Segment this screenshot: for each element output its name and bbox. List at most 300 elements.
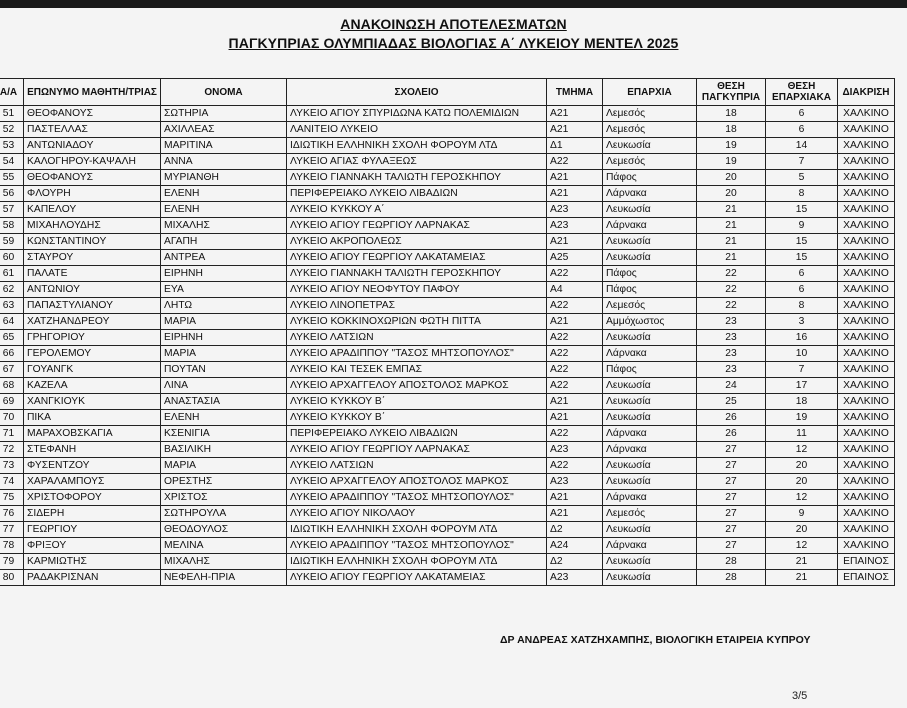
cell-surname: ΧΑΡΑΛΑΜΠΟΥΣ — [24, 474, 161, 490]
cell-award: ΧΑΛΚΙΝΟ — [838, 522, 895, 538]
cell-aa: 79 — [0, 554, 24, 570]
cell-aa: 68 — [0, 378, 24, 394]
cell-district-rank: 6 — [766, 282, 838, 298]
cell-award: ΧΑΛΚΙΝΟ — [838, 314, 895, 330]
cell-school: ΛΥΚΕΙΟ ΑΓΙΟΥ ΝΕΟΦΥΤΟΥ ΠΑΦΟΥ — [287, 282, 547, 298]
cell-national-rank: 20 — [697, 170, 766, 186]
cell-award: ΧΑΛΚΙΝΟ — [838, 106, 895, 122]
cell-surname: ΚΑΛΟΓΗΡΟΥ-ΚΑΨΑΛΗ — [24, 154, 161, 170]
signature-line: ΔΡ ΑΝΔΡΕΑΣ ΧΑΤΖΗΧΑΜΠΗΣ, ΒΙΟΛΟΓΙΚΗ ΕΤΑΙΡΕΙΑ ΚΥΠΡΟΥ — [500, 634, 811, 646]
cell-name: ΜΑΡΙΑ — [161, 458, 287, 474]
cell-award: ΧΑΛΚΙΝΟ — [838, 138, 895, 154]
table-row — [0, 410, 895, 426]
table-row — [0, 282, 895, 298]
results-table — [0, 78, 895, 586]
cell-award: ΧΑΛΚΙΝΟ — [838, 474, 895, 490]
col-header-aa: Α/Α — [0, 79, 24, 106]
cell-district-rank: 12 — [766, 490, 838, 506]
table-row — [0, 266, 895, 282]
cell-class: Α23 — [547, 570, 603, 586]
cell-surname: ΓΡΗΓΟΡΙΟΥ — [24, 330, 161, 346]
cell-school: ΛΥΚΕΙΟ ΑΓΙΟΥ ΣΠΥΡΙΔΩΝΑ ΚΑΤΩ ΠΟΛΕΜΙΔΙΩΝ — [287, 106, 547, 122]
cell-surname: ΣΤΕΦΑΝΗ — [24, 442, 161, 458]
cell-school: ΛΥΚΕΙΟ ΑΚΡΟΠΟΛΕΩΣ — [287, 234, 547, 250]
cell-class: Α22 — [547, 330, 603, 346]
cell-school: ΛΥΚΕΙΟ ΛΑΤΣΙΩΝ — [287, 458, 547, 474]
cell-district: Λευκωσία — [603, 330, 697, 346]
cell-school: ΛΥΚΕΙΟ ΛΑΤΣΙΩΝ — [287, 330, 547, 346]
cell-national-rank: 22 — [697, 298, 766, 314]
cell-class: Δ1 — [547, 138, 603, 154]
cell-district: Λεμεσός — [603, 298, 697, 314]
cell-award: ΧΑΛΚΙΝΟ — [838, 234, 895, 250]
table-row — [0, 202, 895, 218]
cell-name: ΑΝΑΣΤΑΣΙΑ — [161, 394, 287, 410]
cell-school: ΛΥΚΕΙΟ ΚΑΙ ΤΕΣΕΚ ΕΜΠΑΣ — [287, 362, 547, 378]
cell-district-rank: 7 — [766, 154, 838, 170]
cell-national-rank: 21 — [697, 202, 766, 218]
col-header-class: ΤΜΗΜΑ — [547, 79, 603, 106]
cell-name: ΣΩΤΗΡΟΥΛΑ — [161, 506, 287, 522]
cell-aa: 78 — [0, 538, 24, 554]
cell-national-rank: 19 — [697, 138, 766, 154]
cell-award: ΧΑΛΚΙΝΟ — [838, 442, 895, 458]
cell-district: Λευκωσία — [603, 554, 697, 570]
cell-district: Λευκωσία — [603, 234, 697, 250]
cell-surname: ΜΙΧΑΗΛΟΥΔΗΣ — [24, 218, 161, 234]
cell-surname: ΡΑΔΑΚΡΙΣΝΑΝ — [24, 570, 161, 586]
cell-aa: 74 — [0, 474, 24, 490]
cell-national-rank: 27 — [697, 506, 766, 522]
cell-national-rank: 20 — [697, 186, 766, 202]
cell-district-rank: 20 — [766, 522, 838, 538]
cell-class: Α21 — [547, 234, 603, 250]
cell-national-rank: 21 — [697, 218, 766, 234]
cell-class: Α22 — [547, 298, 603, 314]
cell-district-rank: 6 — [766, 122, 838, 138]
top-border — [0, 0, 907, 8]
cell-class: Α21 — [547, 170, 603, 186]
cell-national-rank: 27 — [697, 458, 766, 474]
cell-award: ΕΠΑΙΝΟΣ — [838, 570, 895, 586]
cell-aa: 64 — [0, 314, 24, 330]
table-row — [0, 346, 895, 362]
cell-school: ΛΑΝΙΤΕΙΟ ΛΥΚΕΙΟ — [287, 122, 547, 138]
table-row — [0, 394, 895, 410]
cell-district: Λευκωσία — [603, 394, 697, 410]
cell-national-rank: 23 — [697, 314, 766, 330]
cell-award: ΧΑΛΚΙΝΟ — [838, 186, 895, 202]
cell-national-rank: 21 — [697, 250, 766, 266]
cell-aa: 52 — [0, 122, 24, 138]
cell-district: Λάρνακα — [603, 442, 697, 458]
cell-district-rank: 6 — [766, 266, 838, 282]
table-row — [0, 122, 895, 138]
cell-award: ΧΑΛΚΙΝΟ — [838, 378, 895, 394]
cell-class: Α21 — [547, 314, 603, 330]
col-header-surname: ΕΠΩΝΥΜΟ ΜΑΘΗΤΗ/ΤΡΙΑΣ — [24, 79, 161, 106]
table-row — [0, 314, 895, 330]
cell-aa: 63 — [0, 298, 24, 314]
cell-aa: 72 — [0, 442, 24, 458]
cell-name: ΜΙΧΑΛΗΣ — [161, 554, 287, 570]
cell-name: ΛΙΝΑ — [161, 378, 287, 394]
table-row — [0, 250, 895, 266]
table-row — [0, 154, 895, 170]
cell-class: Α21 — [547, 506, 603, 522]
cell-district-rank: 9 — [766, 506, 838, 522]
table-row — [0, 522, 895, 538]
cell-name: ΜΑΡΙΑ — [161, 346, 287, 362]
table-row — [0, 298, 895, 314]
col-header-name: ΟΝΟΜΑ — [161, 79, 287, 106]
cell-class: Α22 — [547, 458, 603, 474]
cell-school: ΛΥΚΕΙΟ ΑΓΙΟΥ ΓΕΩΡΓΙΟΥ ΛΑΚΑΤΑΜΕΙΑΣ — [287, 250, 547, 266]
cell-district-rank: 15 — [766, 250, 838, 266]
cell-surname: ΠΙΚΑ — [24, 410, 161, 426]
cell-aa: 55 — [0, 170, 24, 186]
cell-class: Α4 — [547, 282, 603, 298]
cell-aa: 58 — [0, 218, 24, 234]
document-subtitle: ΠΑΓΚΥΠΡΙΑΣ ΟΛΥΜΠΙΑΔΑΣ ΒΙΟΛΟΓΙΑΣ Α΄ ΛΥΚΕΙΟΥ ΜΕΝΤΕΛ 2025 — [228, 35, 679, 51]
cell-name: ΜΕΛΙΝΑ — [161, 538, 287, 554]
cell-district-rank: 12 — [766, 442, 838, 458]
cell-class: Α22 — [547, 266, 603, 282]
cell-district-rank: 15 — [766, 202, 838, 218]
cell-name: ΧΡΙΣΤΟΣ — [161, 490, 287, 506]
table-row — [0, 538, 895, 554]
page-number: 3/5 — [792, 690, 808, 702]
table-row — [0, 442, 895, 458]
cell-national-rank: 18 — [697, 122, 766, 138]
cell-school: ΛΥΚΕΙΟ ΚΥΚΚΟΥ Β΄ — [287, 410, 547, 426]
cell-name: ΚΣΕΝΙΓΙΑ — [161, 426, 287, 442]
cell-district-rank: 8 — [766, 298, 838, 314]
table-row — [0, 170, 895, 186]
cell-aa: 60 — [0, 250, 24, 266]
cell-name: ΠΟΥΤΑΝ — [161, 362, 287, 378]
cell-district-rank: 10 — [766, 346, 838, 362]
cell-district: Αμμόχωστος — [603, 314, 697, 330]
cell-national-rank: 27 — [697, 442, 766, 458]
table-row — [0, 218, 895, 234]
cell-aa: 53 — [0, 138, 24, 154]
cell-award: ΧΑΛΚΙΝΟ — [838, 506, 895, 522]
cell-aa: 61 — [0, 266, 24, 282]
cell-surname: ΑΝΤΩΝΙΟΥ — [24, 282, 161, 298]
cell-school: ΛΥΚΕΙΟ ΚΥΚΚΟΥ Α΄ — [287, 202, 547, 218]
cell-surname: ΓΕΩΡΓΙΟΥ — [24, 522, 161, 538]
cell-surname: ΣΤΑΥΡΟΥ — [24, 250, 161, 266]
cell-school: ΛΥΚΕΙΟ ΓΙΑΝΝΑΚΗ ΤΑΛΙΩΤΗ ΓΕΡΟΣΚΗΠΟΥ — [287, 170, 547, 186]
cell-district: Λεμεσός — [603, 506, 697, 522]
cell-name: ΕΛΕΝΗ — [161, 202, 287, 218]
cell-school: ΛΥΚΕΙΟ ΑΡΧΑΓΓΕΛΟΥ ΑΠΟΣΤΟΛΟΣ ΜΑΡΚΟΣ — [287, 378, 547, 394]
cell-school: ΛΥΚΕΙΟ ΑΓΙΟΥ ΓΕΩΡΓΙΟΥ ΛΑΚΑΤΑΜΕΙΑΣ — [287, 570, 547, 586]
cell-district: Λευκωσία — [603, 458, 697, 474]
cell-district: Πάφος — [603, 266, 697, 282]
cell-class: Α21 — [547, 394, 603, 410]
cell-district-rank: 20 — [766, 474, 838, 490]
cell-aa: 71 — [0, 426, 24, 442]
cell-surname: ΚΑΖΕΛΑ — [24, 378, 161, 394]
cell-award: ΧΑΛΚΙΝΟ — [838, 170, 895, 186]
cell-district: Λευκωσία — [603, 202, 697, 218]
cell-award: ΧΑΛΚΙΝΟ — [838, 250, 895, 266]
cell-district-rank: 7 — [766, 362, 838, 378]
cell-district-rank: 17 — [766, 378, 838, 394]
cell-name: ΑΓΑΠΗ — [161, 234, 287, 250]
cell-aa: 67 — [0, 362, 24, 378]
table-row — [0, 570, 895, 586]
cell-name: ΕΙΡΗΝΗ — [161, 330, 287, 346]
cell-name: ΕΥΑ — [161, 282, 287, 298]
table-row — [0, 490, 895, 506]
cell-school: ΙΔΙΩΤΙΚΗ ΕΛΛΗΝΙΚΗ ΣΧΟΛΗ ΦΟΡΟΥΜ ΛΤΔ — [287, 138, 547, 154]
cell-district: Λευκωσία — [603, 138, 697, 154]
cell-class: Α22 — [547, 362, 603, 378]
cell-aa: 59 — [0, 234, 24, 250]
cell-name: ΑΝΤΡΕΑ — [161, 250, 287, 266]
cell-national-rank: 23 — [697, 330, 766, 346]
cell-district-rank: 14 — [766, 138, 838, 154]
cell-surname: ΚΩΝΣΤΑΝΤΙΝΟΥ — [24, 234, 161, 250]
cell-district: Λάρνακα — [603, 538, 697, 554]
cell-name: ΛΗΤΩ — [161, 298, 287, 314]
cell-district-rank: 19 — [766, 410, 838, 426]
cell-award: ΧΑΛΚΙΝΟ — [838, 122, 895, 138]
cell-district: Λευκωσία — [603, 410, 697, 426]
cell-surname: ΓΟΥΑΝΓΚ — [24, 362, 161, 378]
cell-aa: 62 — [0, 282, 24, 298]
cell-school: ΛΥΚΕΙΟ ΑΓΙΑΣ ΦΥΛΑΞΕΩΣ — [287, 154, 547, 170]
cell-name: ΕΛΕΝΗ — [161, 186, 287, 202]
cell-class: Α23 — [547, 474, 603, 490]
cell-district: Πάφος — [603, 282, 697, 298]
cell-award: ΧΑΛΚΙΝΟ — [838, 154, 895, 170]
cell-aa: 54 — [0, 154, 24, 170]
table-row — [0, 234, 895, 250]
cell-class: Α23 — [547, 442, 603, 458]
cell-aa: 56 — [0, 186, 24, 202]
cell-award: ΧΑΛΚΙΝΟ — [838, 298, 895, 314]
table-row — [0, 506, 895, 522]
cell-class: Α22 — [547, 154, 603, 170]
cell-national-rank: 26 — [697, 410, 766, 426]
cell-surname: ΜΑΡΑΧΟΒΣΚΑΓΙΑ — [24, 426, 161, 442]
cell-name: ΜΑΡΙΤΙΝΑ — [161, 138, 287, 154]
cell-class: Δ2 — [547, 522, 603, 538]
col-header-district: ΕΠΑΡΧΙΑ — [603, 79, 697, 106]
table-header-row — [0, 79, 895, 106]
cell-class: Α22 — [547, 426, 603, 442]
cell-school: ΙΔΙΩΤΙΚΗ ΕΛΛΗΝΙΚΗ ΣΧΟΛΗ ΦΟΡΟΥΜ ΛΤΔ — [287, 522, 547, 538]
cell-national-rank: 27 — [697, 490, 766, 506]
cell-district-rank: 11 — [766, 426, 838, 442]
table-row — [0, 458, 895, 474]
cell-class: Α22 — [547, 378, 603, 394]
cell-district-rank: 21 — [766, 570, 838, 586]
cell-national-rank: 21 — [697, 234, 766, 250]
cell-name: ΒΑΣΙΛΙΚΗ — [161, 442, 287, 458]
cell-class: Α23 — [547, 218, 603, 234]
cell-aa: 76 — [0, 506, 24, 522]
cell-surname: ΠΑΠΑΣΤΥΛΙΑΝΟΥ — [24, 298, 161, 314]
cell-district: Λευκωσία — [603, 378, 697, 394]
cell-award: ΧΑΛΚΙΝΟ — [838, 410, 895, 426]
cell-award: ΧΑΛΚΙΝΟ — [838, 426, 895, 442]
cell-surname: ΦΡΙΞΟΥ — [24, 538, 161, 554]
cell-district-rank: 18 — [766, 394, 838, 410]
cell-name: ΕΙΡΗΝΗ — [161, 266, 287, 282]
col-header-award: ΔΙΑΚΡΙΣΗ — [838, 79, 895, 106]
cell-district-rank: 8 — [766, 186, 838, 202]
cell-name: ΑΝΝΑ — [161, 154, 287, 170]
cell-school: ΛΥΚΕΙΟ ΑΡΑΔΙΠΠΟΥ "ΤΑΣΟΣ ΜΗΤΣΟΠΟΥΛΟΣ" — [287, 346, 547, 362]
table-row — [0, 554, 895, 570]
cell-aa: 70 — [0, 410, 24, 426]
cell-district-rank: 16 — [766, 330, 838, 346]
cell-district: Λευκωσία — [603, 474, 697, 490]
cell-aa: 75 — [0, 490, 24, 506]
cell-name: ΜΙΧΑΛΗΣ — [161, 218, 287, 234]
cell-name: ΑΧΙΛΛΕΑΣ — [161, 122, 287, 138]
cell-aa: 66 — [0, 346, 24, 362]
table-row — [0, 362, 895, 378]
cell-district: Πάφος — [603, 362, 697, 378]
col-header-district-rank: ΘΕΣΗ ΕΠΑΡΧΙΑΚΑ — [766, 79, 838, 106]
cell-national-rank: 22 — [697, 266, 766, 282]
cell-district-rank: 9 — [766, 218, 838, 234]
cell-class: Α21 — [547, 106, 603, 122]
cell-aa: 65 — [0, 330, 24, 346]
cell-district-rank: 5 — [766, 170, 838, 186]
cell-school: ΛΥΚΕΙΟ ΑΓΙΟΥ ΝΙΚΟΛΑΟΥ — [287, 506, 547, 522]
cell-aa: 51 — [0, 106, 24, 122]
cell-district: Λεμεσός — [603, 106, 697, 122]
cell-national-rank: 27 — [697, 538, 766, 554]
cell-national-rank: 22 — [697, 282, 766, 298]
cell-national-rank: 18 — [697, 106, 766, 122]
cell-class: Δ2 — [547, 554, 603, 570]
cell-award: ΧΑΛΚΙΝΟ — [838, 202, 895, 218]
cell-name: ΘΕΟΔΟΥΛΟΣ — [161, 522, 287, 538]
cell-name: ΜΥΡΙΑΝΘΗ — [161, 170, 287, 186]
cell-award: ΧΑΛΚΙΝΟ — [838, 218, 895, 234]
cell-district: Λεμεσός — [603, 122, 697, 138]
cell-award: ΧΑΛΚΙΝΟ — [838, 458, 895, 474]
cell-district: Πάφος — [603, 170, 697, 186]
cell-national-rank: 24 — [697, 378, 766, 394]
cell-surname: ΣΙΔΕΡΗ — [24, 506, 161, 522]
cell-district-rank: 12 — [766, 538, 838, 554]
cell-class: Α24 — [547, 538, 603, 554]
cell-district: Λάρνακα — [603, 426, 697, 442]
cell-name: ΕΛΕΝΗ — [161, 410, 287, 426]
cell-class: Α21 — [547, 122, 603, 138]
cell-school: ΛΥΚΕΙΟ ΚΟΚΚΙΝΟΧΩΡΙΩΝ ΦΩΤΗ ΠΙΤΤΑ — [287, 314, 547, 330]
cell-national-rank: 28 — [697, 554, 766, 570]
cell-aa: 77 — [0, 522, 24, 538]
col-header-national-rank: ΘΕΣΗ ΠΑΓΚΥΠΡΙΑ — [697, 79, 766, 106]
cell-surname: ΦΥΣΕΝΤΖΟΥ — [24, 458, 161, 474]
cell-name: ΜΑΡΙΑ — [161, 314, 287, 330]
cell-surname: ΚΑΠΕΛΟΥ — [24, 202, 161, 218]
cell-school: ΠΕΡΙΦΕΡΕΙΑΚΟ ΛΥΚΕΙΟ ΛΙΒΑΔΙΩΝ — [287, 186, 547, 202]
cell-district: Λευκωσία — [603, 570, 697, 586]
cell-district: Λάρνακα — [603, 490, 697, 506]
cell-school: ΛΥΚΕΙΟ ΑΡΑΔΙΠΠΟΥ "ΤΑΣΟΣ ΜΗΤΣΟΠΟΥΛΟΣ" — [287, 490, 547, 506]
cell-school: ΙΔΙΩΤΙΚΗ ΕΛΛΗΝΙΚΗ ΣΧΟΛΗ ΦΟΡΟΥΜ ΛΤΔ — [287, 554, 547, 570]
cell-national-rank: 23 — [697, 362, 766, 378]
cell-national-rank: 19 — [697, 154, 766, 170]
cell-surname: ΧΑΤΖΗΑΝΔΡΕΟΥ — [24, 314, 161, 330]
cell-award: ΧΑΛΚΙΝΟ — [838, 538, 895, 554]
cell-national-rank: 27 — [697, 522, 766, 538]
cell-school: ΛΥΚΕΙΟ ΑΡΧΑΓΓΕΛΟΥ ΑΠΟΣΤΟΛΟΣ ΜΑΡΚΟΣ — [287, 474, 547, 490]
cell-surname: ΘΕΟΦΑΝΟΥΣ — [24, 170, 161, 186]
cell-surname: ΦΛΟΥΡΗ — [24, 186, 161, 202]
cell-surname: ΧΡΙΣΤΟΦΟΡΟΥ — [24, 490, 161, 506]
cell-award: ΧΑΛΚΙΝΟ — [838, 362, 895, 378]
table-row — [0, 378, 895, 394]
cell-aa: 80 — [0, 570, 24, 586]
cell-surname: ΘΕΟΦΑΝΟΥΣ — [24, 106, 161, 122]
cell-surname: ΚΑΡΜΙΩΤΗΣ — [24, 554, 161, 570]
cell-school: ΛΥΚΕΙΟ ΓΙΑΝΝΑΚΗ ΤΑΛΙΩΤΗ ΓΕΡΟΣΚΗΠΟΥ — [287, 266, 547, 282]
cell-class: Α25 — [547, 250, 603, 266]
cell-class: Α22 — [547, 346, 603, 362]
cell-district-rank: 6 — [766, 106, 838, 122]
table-row — [0, 106, 895, 122]
cell-surname: ΑΝΤΩΝΙΑΔΟΥ — [24, 138, 161, 154]
cell-national-rank: 23 — [697, 346, 766, 362]
cell-class: Α21 — [547, 186, 603, 202]
cell-district: Λευκωσία — [603, 250, 697, 266]
cell-district-rank: 3 — [766, 314, 838, 330]
table-row — [0, 474, 895, 490]
col-header-school: ΣΧΟΛΕΙΟ — [287, 79, 547, 106]
table-row — [0, 330, 895, 346]
cell-award: ΧΑΛΚΙΝΟ — [838, 394, 895, 410]
cell-award: ΕΠΑΙΝΟΣ — [838, 554, 895, 570]
cell-name: ΣΩΤΗΡΙΑ — [161, 106, 287, 122]
cell-class: Α23 — [547, 202, 603, 218]
cell-district-rank: 21 — [766, 554, 838, 570]
cell-surname: ΓΕΡΟΛΕΜΟΥ — [24, 346, 161, 362]
cell-national-rank: 25 — [697, 394, 766, 410]
cell-district: Λεμεσός — [603, 154, 697, 170]
cell-surname: ΠΑΛΑΤΕ — [24, 266, 161, 282]
table-body — [0, 106, 895, 586]
cell-district: Λευκωσία — [603, 522, 697, 538]
cell-national-rank: 28 — [697, 570, 766, 586]
cell-award: ΧΑΛΚΙΝΟ — [838, 282, 895, 298]
cell-national-rank: 27 — [697, 474, 766, 490]
table-row — [0, 138, 895, 154]
table-row — [0, 426, 895, 442]
cell-award: ΧΑΛΚΙΝΟ — [838, 346, 895, 362]
cell-district-rank: 15 — [766, 234, 838, 250]
cell-district: Λάρνακα — [603, 186, 697, 202]
cell-school: ΛΥΚΕΙΟ ΑΡΑΔΙΠΠΟΥ "ΤΑΣΟΣ ΜΗΤΣΟΠΟΥΛΟΣ" — [287, 538, 547, 554]
cell-aa: 69 — [0, 394, 24, 410]
document-title: ΑΝΑΚΟΙΝΩΣΗ ΑΠΟΤΕΛΕΣΜΑΤΩΝ — [340, 16, 567, 32]
cell-aa: 57 — [0, 202, 24, 218]
cell-school: ΛΥΚΕΙΟ ΑΓΙΟΥ ΓΕΩΡΓΙΟΥ ΛΑΡΝΑΚΑΣ — [287, 442, 547, 458]
cell-name: ΝΕΦΕΛΗ-ΠΡΙΑ — [161, 570, 287, 586]
cell-district: Λάρνακα — [603, 346, 697, 362]
